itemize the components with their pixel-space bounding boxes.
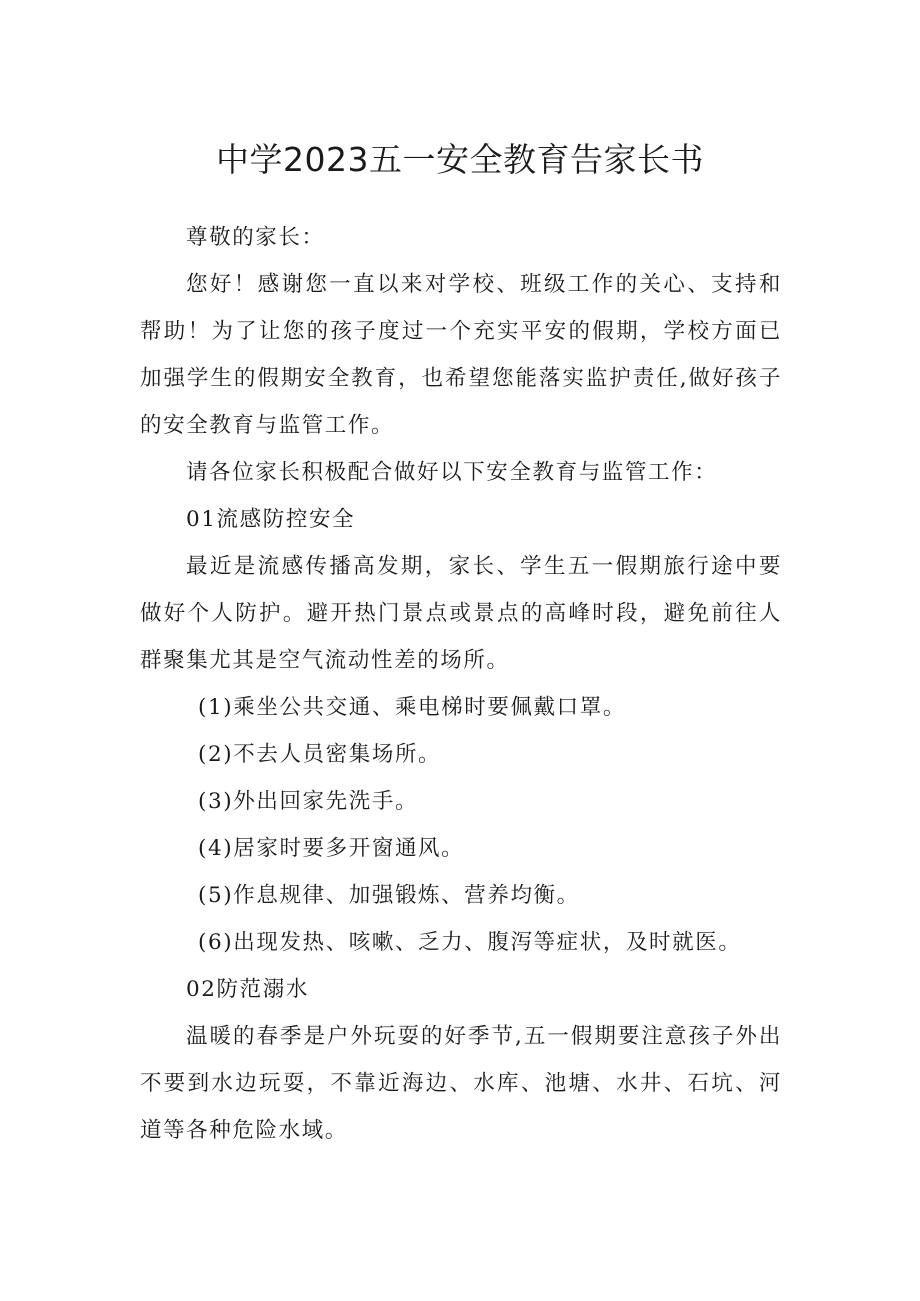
section-body-drowning: 温暖的春季是户外玩耍的好季节,五一假期要注意孩子外出不要到水边玩耍，不靠近海边、水库、池塘、水井、石坑、河道等各种危险水域。: [140, 1024, 782, 1143]
list-item: (5)作息规律、加强锻炼、营养均衡。: [198, 883, 580, 908]
section-body-flu: 最近是流感传播高发期，家长、学生五一假期旅行途中要做好个人防护。避开热门景点或景点的高峰时段，避免前往人群聚集尤其是空气流动性差的场所。: [140, 554, 782, 673]
section-heading-flu: 01流感防控安全: [186, 507, 356, 532]
intro-paragraph: 您好！感谢您一直以来对学校、班级工作的关心、支持和帮助！为了让您的孩子度过一个充实平安的假期，学校方面已加强学生的假期安全教育，也希望您能落实监护责任,做好孩子的安全教育与监管工作。: [140, 272, 782, 438]
document-body: [140, 214, 782, 1154]
greeting: 尊敬的家长：: [186, 225, 325, 250]
list-item: (6)出现发热、咳嗽、乏力、腹泻等症状，及时就医。: [198, 930, 742, 955]
request-paragraph: 请各位家长积极配合做好以下安全教育与监管工作：: [186, 460, 718, 485]
list-item: (4)居家时要多开窗通风。: [198, 836, 465, 861]
list-item: (3)外出回家先洗手。: [198, 789, 419, 814]
list-item: (2)不去人员密集场所。: [198, 742, 442, 767]
document-title: 中学2023五一安全教育告家长书: [216, 140, 704, 179]
section-heading-drowning: 02防范溺水: [186, 977, 309, 1002]
list-item: (1)乘坐公共交通、乘电梯时要佩戴口罩。: [198, 695, 626, 720]
